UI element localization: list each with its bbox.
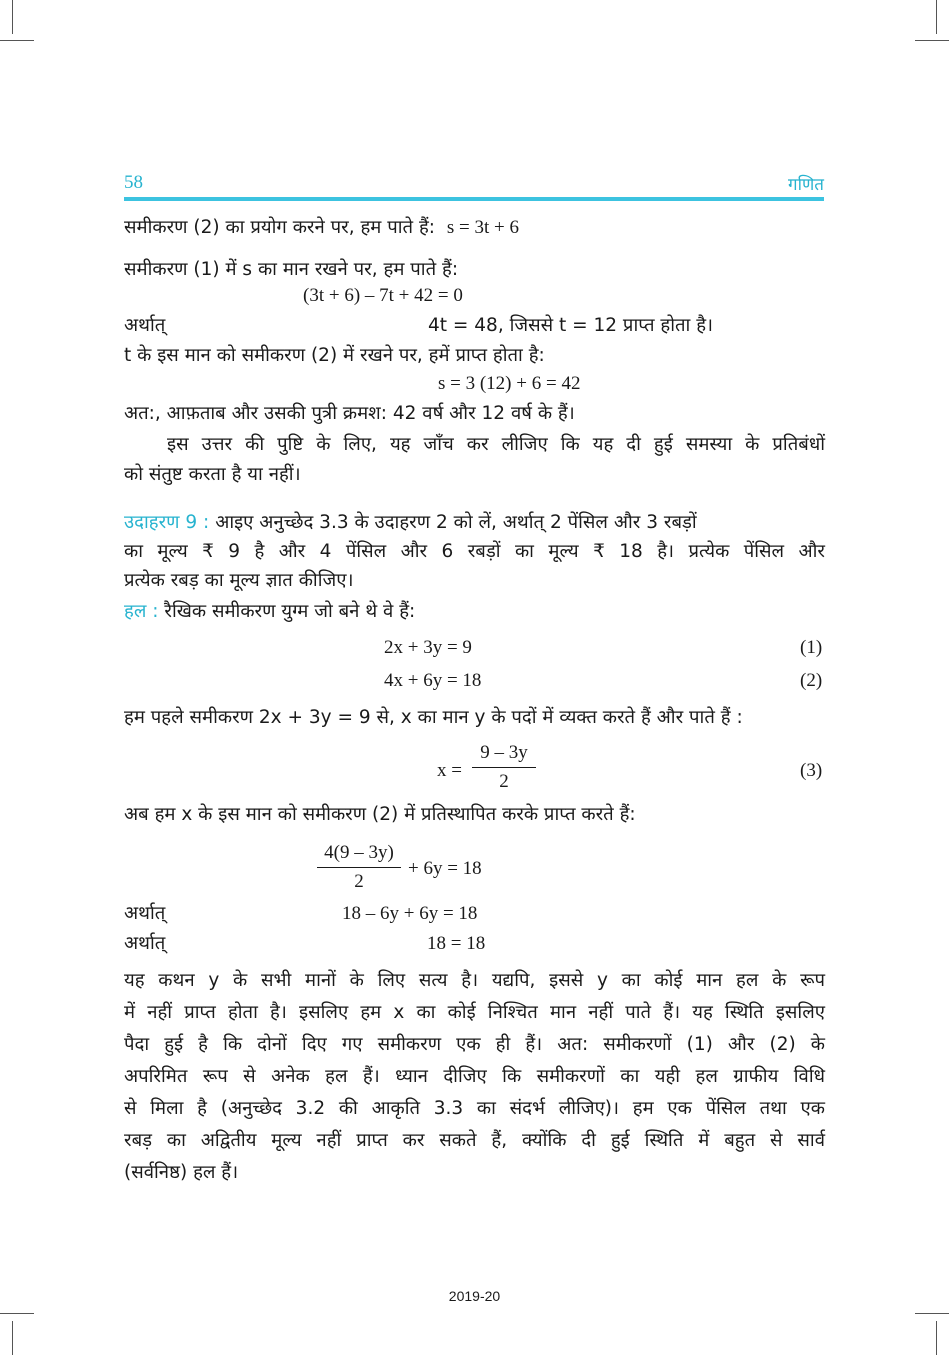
crop-mark xyxy=(0,1313,34,1314)
text-label: अर्थात् xyxy=(124,903,166,924)
fraction-numerator: 9 – 3y xyxy=(480,742,528,763)
crop-mark xyxy=(12,0,13,34)
equation-number: (2) xyxy=(800,670,823,691)
equation: s = 3t + 6 xyxy=(446,217,520,238)
example-label: उदाहरण 9 : xyxy=(124,512,210,533)
text-line: को संतुष्ट करता है या नहीं। xyxy=(124,464,301,485)
crop-mark xyxy=(936,1321,937,1355)
equation: 18 = 18 xyxy=(427,933,486,954)
equation: 4x + 6y = 18 xyxy=(384,670,482,691)
footer-year: 2019-20 xyxy=(448,1288,501,1304)
equation-lhs: x = xyxy=(437,760,462,781)
text-segment: आइए अनुच्छेद 3.3 के उदाहरण 2 को लें, अर्थात् 2 पेंसिल और 3 रबड़ों xyxy=(215,512,697,533)
fraction-bar xyxy=(472,767,536,768)
example-heading xyxy=(124,511,697,535)
text-line: पैदा हुई है कि दोनों दिए गए समीकरण एक ही हैं। अत: समीकरणों (1) और (2) के xyxy=(124,1034,825,1055)
text-segment: रैखिक समीकरण युग्म जो बने थे वे हैं: xyxy=(164,601,416,622)
crop-mark xyxy=(0,40,34,41)
header-rule xyxy=(124,197,824,201)
fraction-denominator: 2 xyxy=(354,871,364,892)
text-line: प्रत्येक रबड़ का मूल्य ज्ञात कीजिए। xyxy=(124,570,354,591)
text-line: (सर्वनिष्ठ) हल हैं। xyxy=(124,1162,239,1183)
equation: 18 – 6y + 6y = 18 xyxy=(342,903,478,924)
text-line: रबड़ का अद्वितीय मूल्य नहीं प्राप्त कर सकते हैं, क्योंकि दी हुई स्थिति में बहुत से सार्व xyxy=(124,1130,825,1151)
fraction xyxy=(317,842,401,893)
equation: (3t + 6) – 7t + 42 = 0 xyxy=(303,285,463,306)
text-line: यह कथन y के सभी मानों के लिए सत्य है। यद्यपि, इससे y का कोई मान हल के रूप xyxy=(124,970,825,991)
text-line: इस उत्तर की पुष्टि के लिए, यह जाँच कर लीजिए कि यह दी हुई समस्या के प्रतिबंधों xyxy=(167,434,825,455)
equation-number: (3) xyxy=(800,760,823,781)
fraction-bar xyxy=(317,867,401,868)
text-line: t के इस मान को समीकरण (2) में रखने पर, हमें प्राप्त होता है: xyxy=(124,345,545,366)
text-line: अत:, आफ़ताब और उसकी पुत्री क्रमश: 42 वर्ष और 12 वर्ष के हैं। xyxy=(124,403,575,424)
text-line: में नहीं प्राप्त होता है। इसलिए हम x का कोई निश्चित मान नहीं पाते हैं। यह स्थिति इसलिए xyxy=(124,1002,825,1023)
subject-title: गणित xyxy=(788,175,824,195)
text-line: से मिला है (अनुच्छेद 3.2 की आकृति 3.3 का संदर्भ लीजिए)। हम एक पेंसिल तथा एक xyxy=(124,1098,825,1119)
crop-mark xyxy=(915,40,949,41)
crop-mark xyxy=(936,0,937,34)
fraction-numerator: 4(9 – 3y) xyxy=(324,842,394,863)
text-line: अब हम x के इस मान को समीकरण (2) में प्रतिस्थापित करके प्राप्त करते हैं: xyxy=(124,804,636,825)
equation: 4t = 48, जिससे t = 12 प्राप्त होता है। xyxy=(428,315,714,336)
text-line: हम पहले समीकरण 2x + 3y = 9 से, x का मान y के पदों में व्यक्त करते हैं और पाते हैं : xyxy=(124,707,743,728)
equation: 2x + 3y = 9 xyxy=(384,637,472,658)
text-line: अपरिमित रूप से अनेक हल हैं। ध्यान दीजिए कि समीकरणों का यही हल ग्राफीय विधि xyxy=(124,1066,825,1087)
equation: s = 3 (12) + 6 = 42 xyxy=(438,373,581,394)
solution-label: हल : xyxy=(124,601,159,622)
fraction-denominator: 2 xyxy=(499,771,509,792)
crop-mark xyxy=(915,1313,949,1314)
solution-heading xyxy=(124,600,415,624)
text-line xyxy=(124,216,519,240)
text-label: अर्थात् xyxy=(124,315,166,336)
text-label: अर्थात् xyxy=(124,933,166,954)
text-line: समीकरण (1) में s का मान रखने पर, हम पाते हैं: xyxy=(124,259,459,280)
text-segment: समीकरण (2) का प्रयोग करने पर, हम पाते हैं: xyxy=(124,217,436,238)
equation-number: (1) xyxy=(800,637,823,658)
text-line: का मूल्य ₹ 9 है और 4 पेंसिल और 6 रबड़ों का मूल्य ₹ 18 है। प्रत्येक पेंसिल और xyxy=(124,541,825,562)
page-number: 58 xyxy=(124,172,143,193)
equation: + 6y = 18 xyxy=(408,858,482,879)
crop-mark xyxy=(12,1321,13,1355)
fraction xyxy=(472,742,536,793)
